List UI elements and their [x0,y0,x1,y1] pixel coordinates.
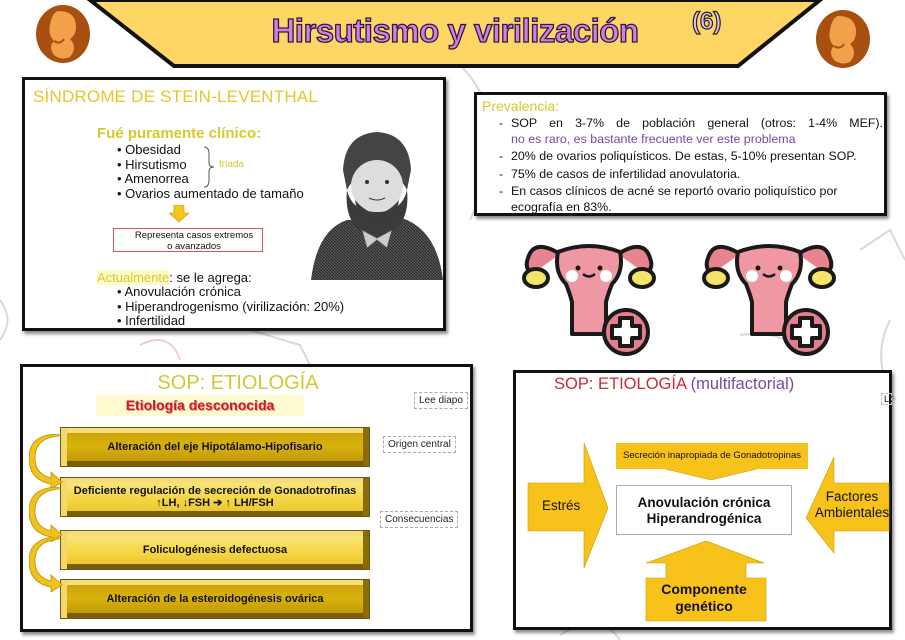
panel-title: SOP: ETIOLOGÍA [157,372,319,394]
page-title: Hirsutismo y virilización [271,12,639,49]
uterus-plus-icon [700,232,838,360]
stress-factor: Estrés [542,498,581,513]
panel-title: Prevalencia: [482,98,560,114]
prevalence-list [499,116,883,217]
gonadotropin-factor: Secreción inapropiada de Gonadotropinas [616,443,808,469]
curved-arrow-icon [29,487,63,542]
consequences-note: Consecuencias [380,511,458,528]
title-banner [62,0,848,70]
etiology-step-1 [60,427,370,467]
prevalence-panel [474,92,887,216]
step-text: Deficiente regulación de secreción de Gonadotrofinas [73,485,357,497]
item-note: no es raro, es bastante frecuente ver este problema [511,131,796,146]
factor-line: Componente [661,581,747,597]
step-text: Alteración de la esteroidogénesis ovárica [106,593,324,605]
list-item: - 75% de casos de infertilidad anovulatoria. [499,167,883,183]
step-text: Alteración del eje Hipotálamo-Hipofisario [107,441,323,453]
factor-line: Factores [825,489,879,504]
etiology-step-2 [60,477,370,517]
read-slide-note: Lee diapo [414,392,468,409]
panel-subtitle: Fué puramente clínico: [97,125,262,142]
outcome-line: Hiperandrogénica [646,511,762,526]
embryo-icon [32,3,94,65]
factor-line: Ambientales [814,505,890,520]
environmental-factor [810,489,894,521]
corner-note: L [881,393,892,405]
embryo-icon [812,8,874,70]
outcome-line: Anovulación crónica [637,495,771,510]
list-item: - En casos clínicos de acné se reportó ovario poliquístico por ecografía en 83%. [499,184,883,215]
brace-icon [203,146,215,188]
list-item: • Obesidad [117,143,304,158]
title-main: SOP: ETIOLOGÍA [554,375,687,393]
list-item: • Amenorrea [117,172,304,187]
list-item: • Anovulación crónica [117,285,344,300]
currently-heading [97,270,252,285]
step-text: Foliculogénesis defectuosa [142,544,288,556]
panel-title: SÍNDROME DE STEIN-LEVENTHAL [33,87,319,106]
list-item: • Ovarios aumentado de tamaño [117,187,304,202]
list-item: - 20% de ovarios poliquísticos. De estas, 5-10% presentan SOP. [499,149,883,165]
note-line: Representa casos extremos [134,230,254,241]
central-origin-note: Origen central [383,436,456,453]
triad-label: triada [219,159,245,170]
multifactorial-panel [513,370,892,630]
bearded-woman-portrait [307,130,445,290]
currently-label: Actualmente [97,270,170,285]
central-outcome [616,485,792,535]
etiology-panel [20,364,473,632]
list-item: • Hiperandrogenismo (virilización: 20%) [117,300,344,315]
curved-arrow-icon [29,434,63,489]
current-criteria-list [117,285,344,329]
item-text: - SOP en 3-7% de población general (otros: 1-4% MEF). [511,116,883,130]
title-suffix: (multifactorial) [690,375,795,393]
currently-rest: : se le agrega: [169,270,252,285]
stein-leventhal-panel [22,77,446,331]
list-item: • Hirsutismo [117,158,304,173]
factor-line: genético [675,598,733,614]
panel-subtitle: Etiología desconocida [96,395,304,416]
etiology-step-3 [60,530,370,570]
down-arrow-icon [169,205,189,223]
uterus-plus-icon [520,232,658,360]
note-line: o avanzados [167,241,221,252]
page-number: (6) [692,8,722,35]
curved-arrow-icon [29,537,63,592]
etiology-step-4 [60,579,370,619]
list-item: • Infertilidad [117,314,344,329]
list-item [499,116,883,147]
step-subtext: ↑LH, ↓FSH ➔ ↑ LH/FSH [156,497,274,509]
genetic-factor [644,581,764,615]
note-box [113,228,263,252]
